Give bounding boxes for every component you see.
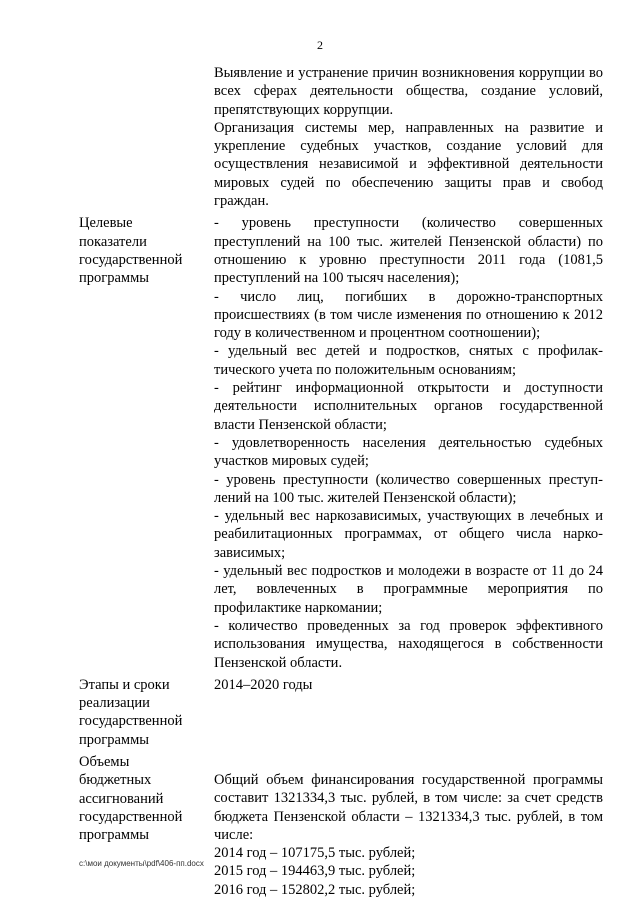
indicators-label: Целевые показатели государственной программы: [79, 215, 183, 287]
indicators-label-cell: [79, 210, 214, 671]
indicator-item: - число лиц, погибших в дорожно-транспортных происшествиях (в том числе изменения по отношению к 2012 году в количественном и процентном соотношении);: [214, 288, 603, 342]
intro-row: [79, 64, 603, 210]
stages-value: 2014–2020 годы: [214, 676, 313, 693]
indicator-item: - удельный вес детей и подростков, снятых с профилактического учета по положительным основаниям;: [214, 343, 603, 378]
intro-paragraph: Организация системы мер, направленных на развитие и укрепление судебных участков, создание условий для осуществления независимой и эффективной деятельности мировых судей по обеспечению защиты прав и свобод граждан.: [214, 119, 603, 210]
intro-label-cell: [79, 64, 214, 210]
indicator-item: - количество проведенных за год проверок эффективного использования имущества, находящегося в собственности Пензенской области.: [214, 617, 603, 671]
stages-label-cell: [79, 672, 214, 749]
intro-paragraph: Выявление и устранение причин возникновения коррупции во всех сферах деятельности общества, создание условий, препятствующих коррупции.: [214, 65, 603, 118]
stages-row: [79, 672, 603, 749]
stages-label: Этапы и сроки реализации государственной программы: [79, 676, 183, 748]
funding-value-cell: [214, 749, 603, 899]
funding-label-cell: [79, 749, 214, 899]
footer-file-path: c:\мои документы\pdf\406-пп.docx: [79, 859, 204, 868]
funding-row: [79, 749, 603, 899]
page-number: 2: [317, 38, 323, 52]
funding-year: 2016 год – 152802,2 тыс. рублей;: [214, 881, 416, 898]
funding-intro: Общий объем финансирования государственной программы составит 1321334,3 тыс. рублей, в том числе: за счет средств бюджета Пензенской области – 1321334,3 тыс. рублей, в том числе:: [214, 771, 603, 843]
indicators-row: [79, 210, 603, 671]
intro-value-cell: [214, 64, 603, 210]
indicator-item: - рейтинг информационной открытости и доступности деятельности исполнительных органов государственной власти Пензенской области;: [214, 380, 603, 433]
indicator-item: - уровень преступности (количество совершенных преступлений на 100 тыс. жителей Пензенской области) по отношению к уровню преступности 2011 года (1081,5 преступлений на 100 тысяч населения);: [214, 215, 603, 287]
funding-label: Объемы бюджетных ассигнований государственной программы: [79, 753, 183, 844]
indicator-item: - удовлетворенность населения деятельностью судебных участков мировых судей;: [214, 434, 603, 470]
indicator-item: - уровень преступности (количество совершенных преступлений на 100 тыс. жителей Пензенской области);: [214, 471, 603, 506]
indicator-item: - удельный вес подростков и молодежи в возрасте от 11 до 24 лет, вовлеченных в программные мероприятия по профилактике наркомании;: [214, 563, 603, 616]
funding-year: 2015 год – 194463,9 тыс. рублей;: [214, 863, 416, 880]
program-passport-table: [79, 64, 603, 899]
indicator-item: - удельный вес наркозависимых, участвующих в лечебных и реабилитационных программах, от общего числа наркозависимых;: [214, 508, 603, 561]
stages-value-cell: [214, 672, 603, 749]
funding-year: 2014 год – 107175,5 тыс. рублей;: [214, 845, 416, 862]
indicators-value-cell: [214, 210, 603, 671]
